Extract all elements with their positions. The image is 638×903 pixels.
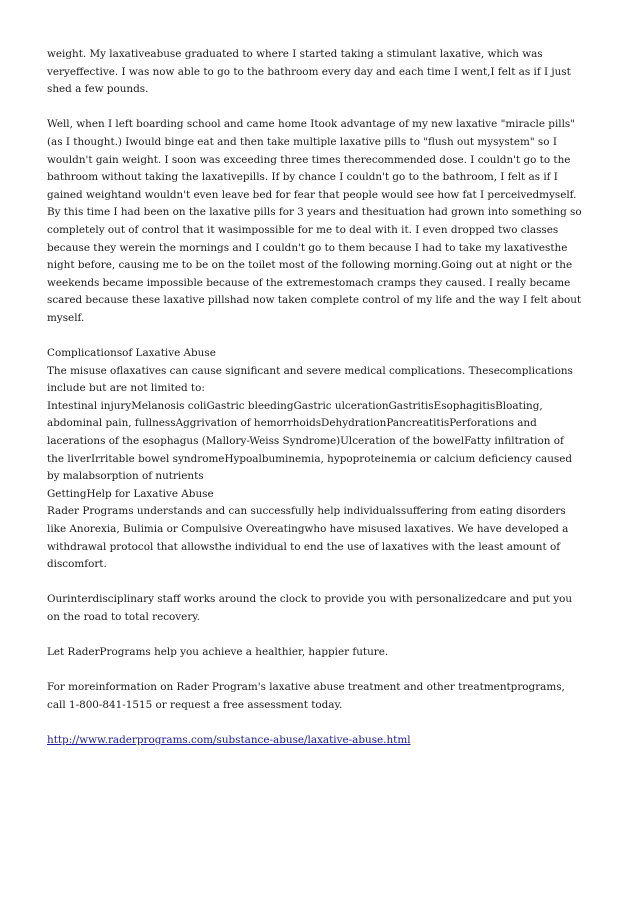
document-page bbox=[47, 46, 597, 750]
paragraph-staff: Ourinterdisciplinary staff works around the clock to provide you with personalizedcare and put you on the road to total recovery. bbox=[47, 593, 573, 623]
complications-section: Complicationsof Laxative Abuse The misuse oflaxatives can cause significant and severe medical complications. Thesecomplications include but are not limited to: Intestinal injuryMelanosis coliGastric bleedingGastric ulcerationGastritisEsophagitisBloating, abdominal pain, fullnessAggrivation of hemorrhoidsDehydrationPancreatitisPerforations and lacerations of the esophagus (Mallory-Weiss Syndrome)Ulceration of the bowelFatty infiltration of the liverIrritable bowel syndromeHypoalbuminemia, hypoproteinemia or calcium deficiency caused by malabsorption of nutrients GettingHelp for Laxative Abuse Rader Programs understands and can successfully help individualssuffering from eating disorders like Anorexia, Bulimia or Compulsive Overeatingwho have misused laxatives. We have developed a withdrawal protocol that allowsthe individual to end the use of laxatives with the least amount of discomfort. bbox=[47, 347, 573, 571]
source-link[interactable]: http://www.raderprograms.com/substance-abuse/laxative-abuse.html bbox=[47, 734, 411, 747]
paragraph-closing: Let RaderPrograms help you achieve a healthier, happier future. bbox=[47, 646, 389, 659]
paragraph-personal-story: Well, when I left boarding school and came home Itook advantage of my new laxative "miracle pills" (as I thought.) Iwould binge eat and then take multiple laxative pills to "flush out mysystem" so I wouldn't gain weight. I soon was exceeding three times therecommended dose. I couldn't go to the bathroom without taking the laxativepills. If by chance I couldn't go to the bathroom, I felt as if I gained weightand wouldn't even leave bed for fear that people would see how fat I perceivedmyself. By this time I had been on the laxative pills for 3 years and thesituation had grown into something so completely out of control that it wasimpossible for me to deal with it. I even dropped two classes because they werein the mornings and I couldn't go to them because I had to take my laxativesthe night before, causing me to be on the toilet most of the following morning.Going out at night or the weekends became impossible because of the extremestomach cramps they caused. I really became scared because these laxative pillshad now taken complete control of my life and the way I felt about myself. bbox=[47, 118, 582, 324]
paragraph-laxative-history: weight. My laxativeabuse graduated to where I started taking a stimulant laxative, which was veryeffective. I was now able to go to the bathroom every day and each time I went,I felt as if I just shed a few pounds. bbox=[47, 48, 571, 96]
paragraph-contact: For moreinformation on Rader Program's laxative abuse treatment and other treatmentprograms, call 1-800-841-1515 or request a free assessment today. bbox=[47, 681, 565, 711]
